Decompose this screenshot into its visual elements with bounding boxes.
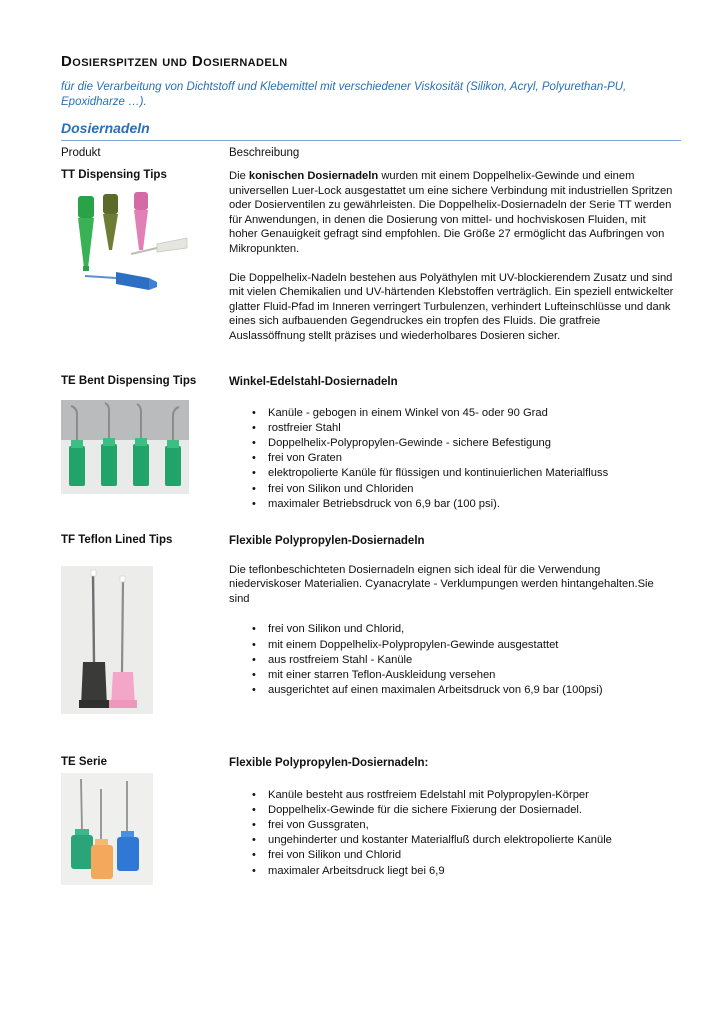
list-item <box>229 833 674 848</box>
bullet-icon: • <box>252 421 256 434</box>
list-item <box>229 788 674 803</box>
tt-para1-bold-term: konischen Dosiernadeln <box>248 170 379 182</box>
list-item-text: Kanüle - gebogen in einem Winkel von 45- oder 90 Grad <box>268 406 548 419</box>
bullet-icon: • <box>252 803 256 816</box>
tt-dispensing-tips-image <box>61 188 191 300</box>
tt-para1-text-start: Die <box>229 170 249 182</box>
tt-description-paragraph-2: Die Doppelhelix-Nadeln bestehen aus Polyäthylen mit UV-blockierendem Zusatz und sind mit vielen Chemikalien und UV-härtenden Klebstoffen verträglich. Ein speziell entwickelter glatter Fluid-Pfad im Inneren verringert Turbulenzen, verhindert Lufteinschlüsse und dank eines sich aufbauenden Gegendruckes ein tropfen des Fluids. Die gratfreie Auslassöffnung stellt präzises und wiederholbares Dosieren sicher. <box>229 271 674 342</box>
tt-dispensing-tips-description <box>229 169 674 344</box>
bullet-icon: • <box>252 638 256 651</box>
bullet-icon: • <box>252 788 256 801</box>
list-item <box>229 436 674 451</box>
te-bent-dispensing-tips-description <box>229 375 674 512</box>
te-serie-description <box>229 756 674 879</box>
list-item <box>229 421 674 436</box>
tt-para1-text-rest: wurden mit einem Doppelhelix-Gewinde und einem universellen Luer-Lock ausgestattet um eine sichere Verbindung mit industriellen Spritzen oder Dosierventilen zu gewährleisten. Die Doppelhelix-Dosiernadeln der Serie TT werden für Anwendungen, in denen die Dosierung von mittel- und hochviskosen Fluiden, mit hoher Genauigkeit gefragt sind empfohlen. Die Größe 27 ermöglicht das Aufbringen von Mikropunkten. <box>229 170 673 255</box>
list-item <box>229 638 674 653</box>
list-item <box>229 803 674 818</box>
list-item-text: Doppelhelix-Polypropylen-Gewinde - sichere Befestigung <box>268 437 551 449</box>
document-subtitle: für die Verarbeitung von Dichtstoff und Klebemittel mit verschiedener Viskosität (Silikon, Acryl, Polyurethan-PU, Epoxidharze …). <box>61 81 627 108</box>
list-item-text: aus rostfreiem Stahl - Kanüle <box>268 653 413 666</box>
product-name-te-serie: TE Serie <box>61 756 108 768</box>
tf-teflon-lined-tips-image <box>61 566 153 714</box>
list-item <box>229 653 674 668</box>
list-item-text: Kanüle besteht aus rostfreiem Edelstahl mit Polypropylen-Körper <box>268 788 589 801</box>
product-name-tt-dispensing-tips: TT Dispensing Tips <box>61 169 167 181</box>
bullet-icon: • <box>252 849 256 862</box>
column-header-product: Produkt <box>61 147 101 159</box>
list-item <box>229 683 674 698</box>
bullet-icon: • <box>252 467 256 480</box>
tf-teflon-lined-tips-description <box>229 534 674 698</box>
bullet-icon: • <box>252 497 256 510</box>
list-item <box>229 848 674 863</box>
list-item-text: frei von Silikon und Chloriden <box>268 482 414 495</box>
list-item <box>229 466 674 481</box>
product-name-te-bent-dispensing-tips: TE Bent Dispensing Tips <box>61 375 197 387</box>
bullet-icon: • <box>252 684 256 697</box>
list-item-text: maximaler Betriebsdruck von 6,9 bar (100 psi). <box>268 497 500 510</box>
list-item <box>229 622 674 637</box>
bullet-icon: • <box>252 834 256 847</box>
list-item <box>229 406 674 421</box>
tt-description-paragraph-1 <box>229 169 674 257</box>
list-item-text: frei von Silikon und Chlorid, <box>268 623 405 636</box>
list-item <box>229 864 674 879</box>
list-item-text: ausgerichtet auf einen maximalen Arbeitsdruck von 6,9 bar (100psi) <box>268 684 603 697</box>
list-item-text: frei von Graten <box>268 452 342 465</box>
bullet-icon: • <box>252 668 256 681</box>
list-item-text: ungehinderter und kostanter Materialfluß durch elektropolierte Kanüle <box>268 834 612 847</box>
list-item-text: rostfreier Stahl <box>268 421 341 434</box>
bullet-icon: • <box>252 819 256 831</box>
te-serie-feature-list <box>229 788 674 879</box>
list-item <box>229 451 674 466</box>
section-heading: Dosiernadeln <box>61 120 150 136</box>
list-item-text: mit einem Doppelhelix-Polypropylen-Gewinde ausgestattet <box>268 638 559 651</box>
list-item <box>229 668 674 683</box>
bullet-icon: • <box>252 452 256 465</box>
list-item-text: frei von Silikon und Chlorid <box>268 849 402 862</box>
bullet-icon: • <box>252 864 256 877</box>
list-item-text: maximaler Arbeitsdruck liegt bei 6,9 <box>268 864 445 877</box>
tf-teflon-feature-list <box>229 622 674 698</box>
list-item <box>229 482 674 497</box>
section-divider <box>61 140 681 141</box>
bullet-icon: • <box>252 482 256 495</box>
column-header-description: Beschreibung <box>229 147 300 159</box>
te-serie-subheading: Flexible Polypropylen-Dosiernadeln: <box>229 757 429 769</box>
tf-teflon-subheading: Flexible Polypropylen-Dosiernadeln <box>229 535 425 547</box>
bullet-icon: • <box>252 653 256 666</box>
list-item-text: Doppelhelix-Gewinde für die sichere Fixierung der Dosiernadel. <box>268 803 583 816</box>
list-item-text: elektropolierte Kanüle für flüssigen und kontinuierlichen Materialfluss <box>268 467 609 480</box>
document-title: Dosierspitzen und Dosiernadeln <box>61 53 288 70</box>
list-item-text: mit einer starren Teflon-Auskleidung versehen <box>268 668 496 681</box>
te-bent-subheading: Winkel-Edelstahl-Dosiernadeln <box>229 376 398 388</box>
list-item <box>229 497 674 512</box>
list-item <box>229 818 674 833</box>
bullet-icon: • <box>252 406 256 419</box>
bullet-icon: • <box>252 623 256 636</box>
product-name-tf-teflon-lined-tips: TF Teflon Lined Tips <box>61 534 173 546</box>
te-serie-image <box>61 773 153 885</box>
tf-teflon-intro: Die teflonbeschichteten Dosiernadeln eignen sich ideal für die Verwendung niederviskoser Materialien. Cyanacrylate - Verklumpungen werden hintangehalten.Sie sind <box>229 563 654 605</box>
list-item-text: frei von Gussgraten, <box>268 819 369 831</box>
te-bent-dispensing-tips-image <box>61 400 189 494</box>
bullet-icon: • <box>252 437 256 449</box>
te-bent-feature-list <box>229 406 674 512</box>
